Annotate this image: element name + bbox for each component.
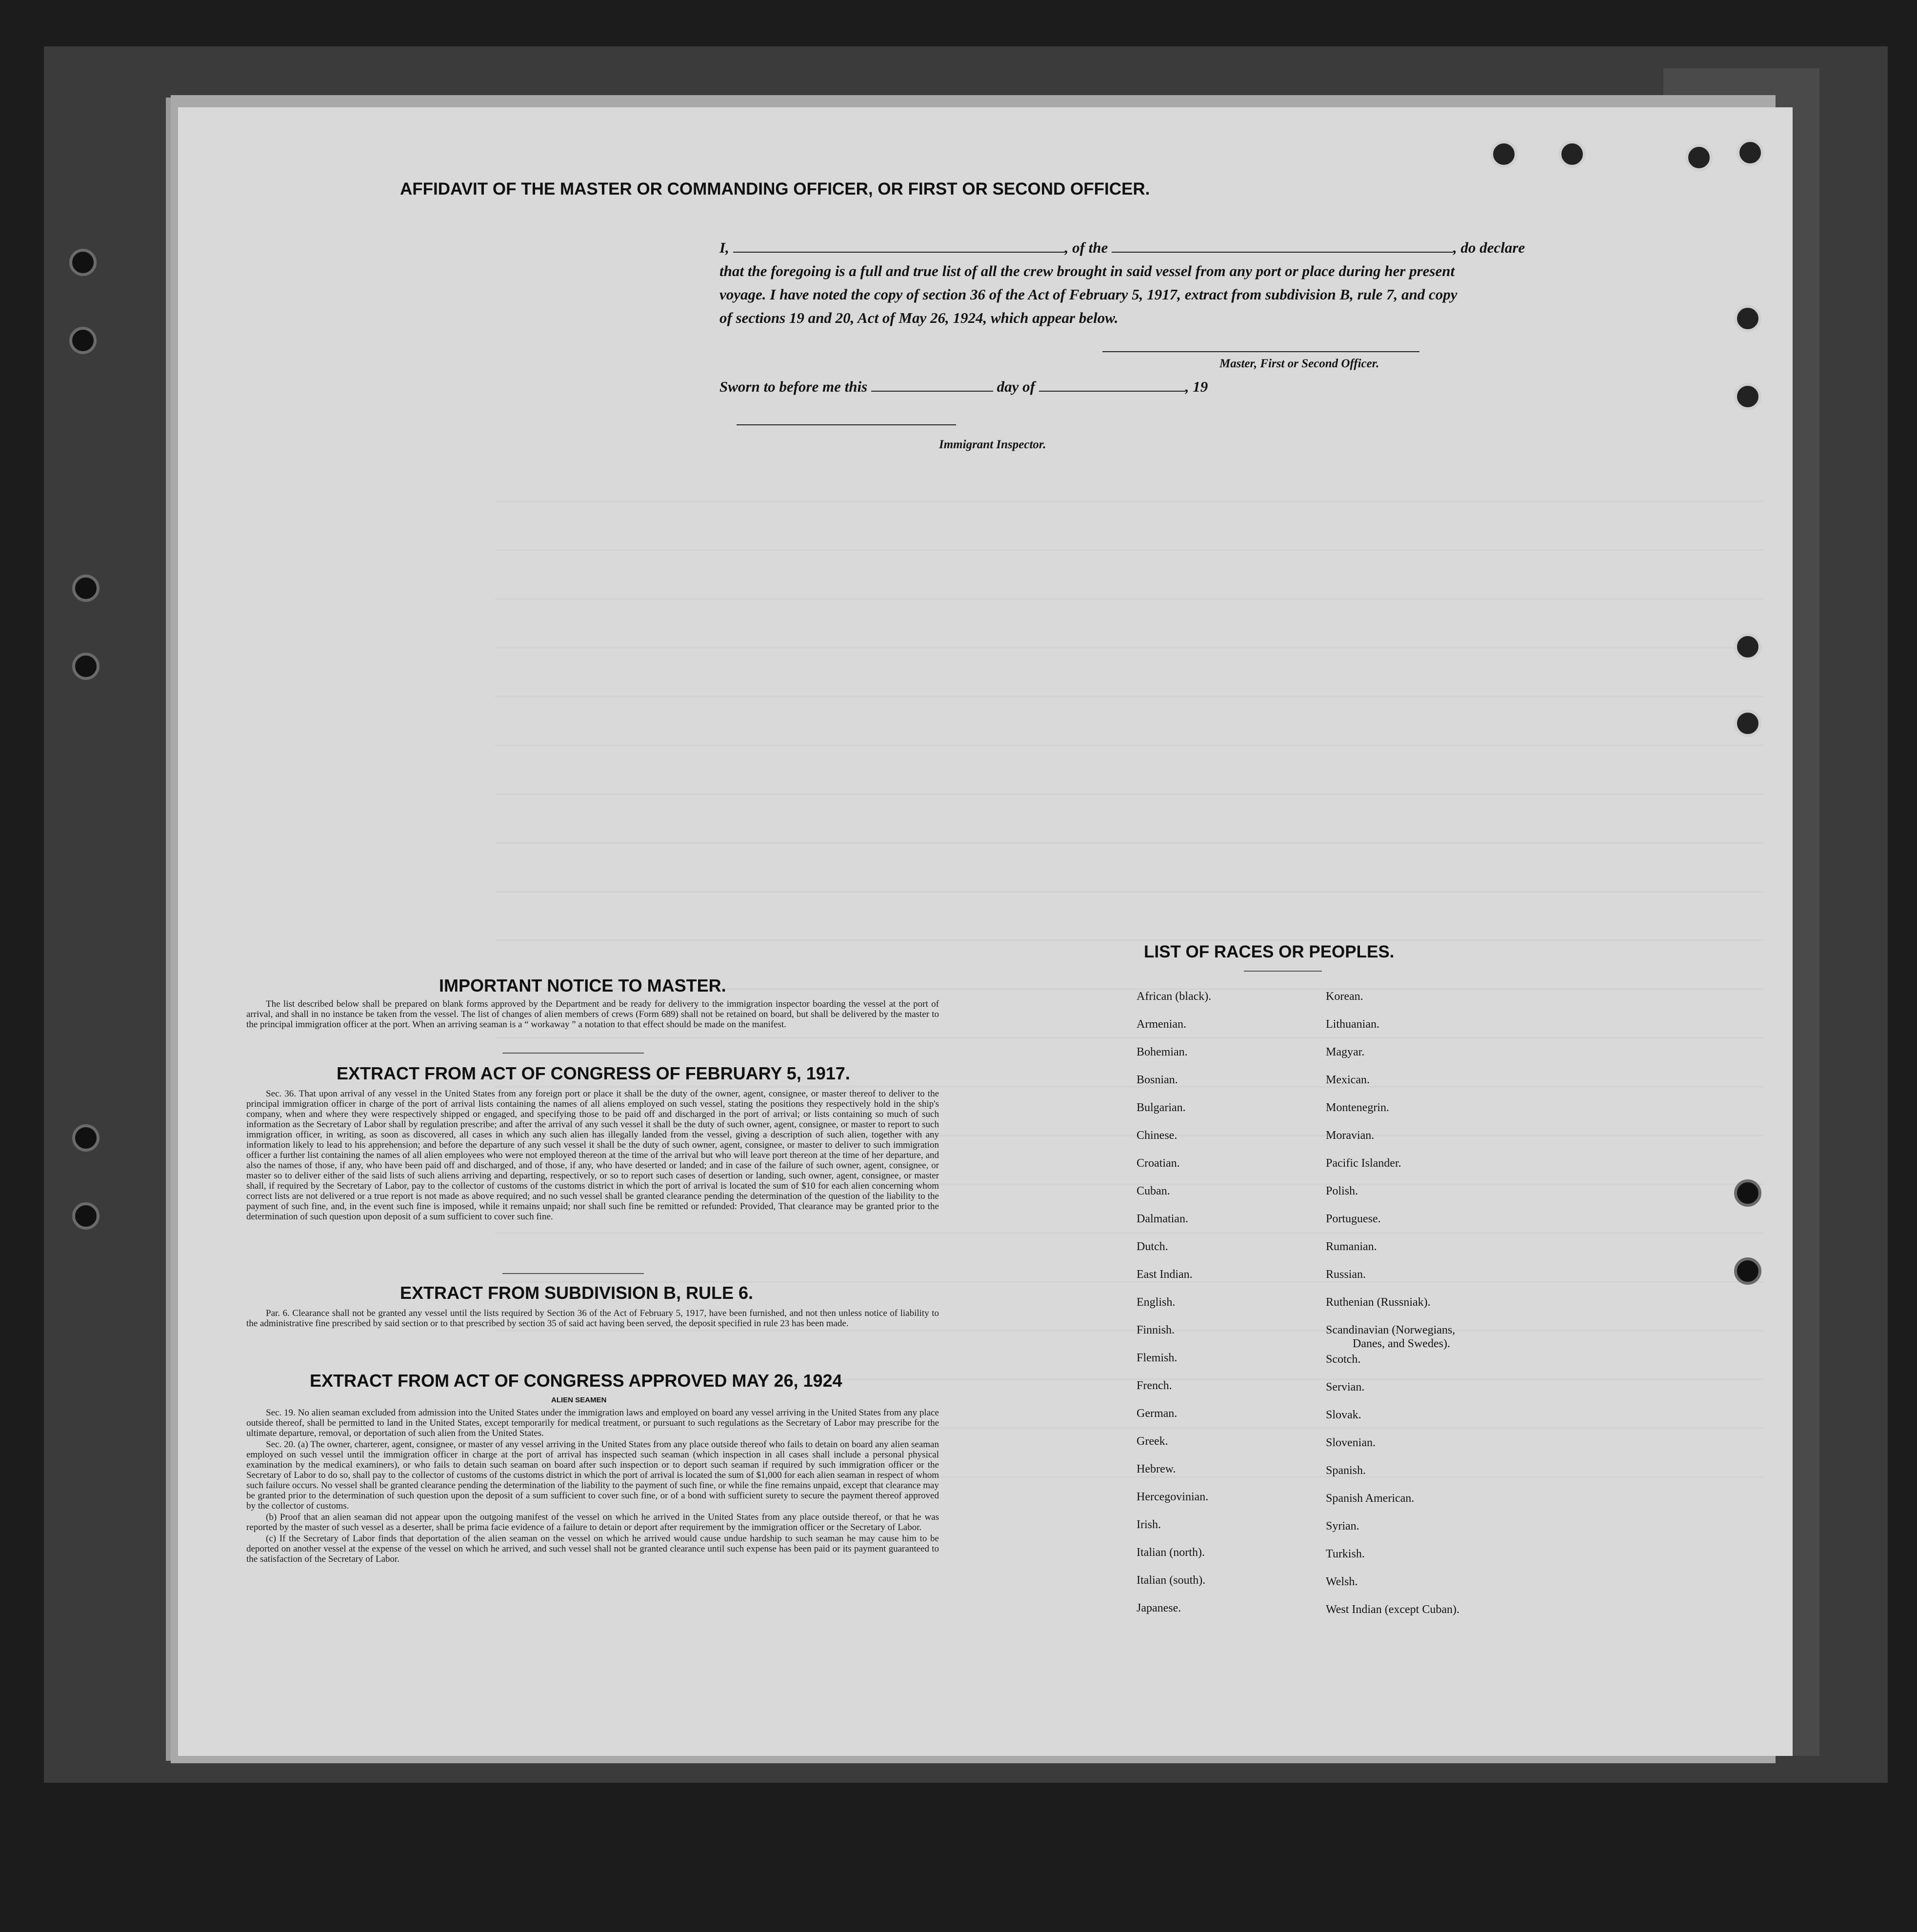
race-item: Montenegrin. bbox=[1326, 1101, 1389, 1114]
sec-19-paragraph: Sec. 19. No alien seaman excluded from admission into the United States under the immigration laws and employed on board any vessel arriving in the United States from any place outside thereof, shall be permitted to land in the United States, except temporarily for medical treatment, or pursuant to such regulations as the Secretary of Labor may prescribe for the ultimate departure, removal, or deportation of such alien from the United States. bbox=[246, 1408, 939, 1438]
race-item: Italian (north). bbox=[1137, 1546, 1205, 1559]
punch-hole-icon bbox=[1734, 383, 1761, 410]
punch-hole-icon bbox=[1734, 305, 1761, 332]
race-item: Scandinavian (Norwegians, bbox=[1326, 1324, 1456, 1336]
race-item: English. bbox=[1137, 1296, 1176, 1309]
race-item: Greek. bbox=[1137, 1435, 1168, 1448]
extract-1917-text bbox=[246, 1089, 939, 1223]
punch-hole-icon bbox=[72, 575, 100, 602]
race-item: Cuban. bbox=[1137, 1185, 1170, 1197]
punch-hole-icon bbox=[69, 249, 97, 276]
punch-hole-icon bbox=[1490, 140, 1518, 168]
race-item: Portuguese. bbox=[1326, 1213, 1381, 1225]
race-item: East Indian. bbox=[1137, 1268, 1193, 1281]
sec-36-paragraph: Sec. 36. That upon arrival of any vessel in the United States from any foreign port or place it shall be the duty of the owner, agent, consignee, or master thereof to deliver to the principal immigration officer in charge of the port of arrival lists containing the names of all aliens employed on such vessel, stating the positions they respectively hold in the ship's company, when and where they were respectively shipped or engaged, and specifying those to be paid off and discharged in the port of arrival; or lists containing so much of such information as the Secretary of Labor shall by regulation prescribe; and after the arrival of any such vessel it shall be the duty of such owner, agent, consignee, or master to report to such immigration officer, in writing, as soon as discovered, all cases in which any such alien has illegally landed from the vessel, giving a description of such alien, together with any information likely to lead to his apprehension; and before the departure of any such vessel it shall be the duty of such owner, agent, consignee, or master to deliver to such immigration officer a further list containing the names of all alien employees who were not employed thereon at the time of the arrival but who will leave port thereon at the time of her departure, and also the names of those, if any, who have been paid off and discharged, and of those, if any, who have deserted or landed; and in case of the failure of such owner, agent, consignee, or master so to deliver either of the said lists of such aliens arriving and departing, respectively, or so to report such cases of desertion or landing, such owner, agent, consignee, or master shall, if required by the Secretary of Labor, pay to the collector of customs of the customs district in which the port of arrival is located the sum of $10 for each alien concerning whom correct lists are not delivered or a true report is not made as above required; and no such vessel shall be granted clearance pending the determination of the question of the liability to the payment of such fine, and, in the event such fine is imposed, while it remains unpaid; nor shall such fine be remitted or refunded: Provided, That clearance may be granted prior to the determination of such question upon deposit of a sum sufficient to cover such fine. bbox=[246, 1089, 939, 1222]
race-item: Mexican. bbox=[1326, 1074, 1370, 1086]
race-item: Slovak. bbox=[1326, 1409, 1361, 1421]
race-item: Magyar. bbox=[1326, 1046, 1365, 1058]
race-item: Spanish American. bbox=[1326, 1492, 1415, 1505]
sec-20c-paragraph: (c) If the Secretary of Labor finds that deportation of the alien seaman on the vessel on which he arrived would cause undue hardship to such seaman he may cause him to be deported on another vessel at the expense of the vessel on which he arrived, and such vessel shall not be granted clearance until such expense has been paid or its payment guaranteed to the satisfaction of the Secretary of Labor. bbox=[246, 1534, 939, 1564]
races-title: LIST OF RACES OR PEOPLES. bbox=[1144, 942, 1395, 961]
race-item: Hercegovinian. bbox=[1137, 1491, 1209, 1503]
race-item: Moravian. bbox=[1326, 1129, 1375, 1142]
punch-hole-icon bbox=[1558, 140, 1586, 168]
race-item: Flemish. bbox=[1137, 1352, 1178, 1364]
race-item: Irish. bbox=[1137, 1518, 1161, 1531]
race-item: Finnish. bbox=[1137, 1324, 1175, 1336]
affidavit-line-3: voyage. I have noted the copy of section 36 of the Act of February 5, 1917, extract from subdivision B, rule 7, and copy bbox=[719, 286, 1458, 303]
punch-hole-icon bbox=[1737, 139, 1764, 166]
master-label: Master, First or Second Officer. bbox=[1219, 357, 1379, 370]
race-item: Turkish. bbox=[1326, 1548, 1365, 1560]
race-item: Ruthenian (Russniak). bbox=[1326, 1296, 1431, 1309]
race-item: Rumanian. bbox=[1326, 1240, 1377, 1253]
document-page bbox=[178, 107, 1793, 1756]
punch-hole-icon bbox=[1734, 1257, 1761, 1285]
race-item: Croatian. bbox=[1137, 1157, 1180, 1170]
punch-hole-icon bbox=[72, 1124, 100, 1152]
affidavit-line-4: of sections 19 and 20, Act of May 26, 1924, which appear below. bbox=[719, 309, 1118, 326]
rule-6-text bbox=[246, 1308, 939, 1330]
race-item: German. bbox=[1137, 1407, 1178, 1420]
extract-1924-title: EXTRACT FROM ACT OF CONGRESS APPROVED MAY 26, 1924 bbox=[310, 1371, 842, 1391]
affidavit-line-1 bbox=[719, 239, 1525, 257]
sworn-month-blank[interactable] bbox=[1039, 378, 1185, 392]
race-item: French. bbox=[1137, 1379, 1172, 1392]
sec-20b-paragraph: (b) Proof that an alien seaman did not appear upon the outgoing manifest of the vessel on which he arrived in the United States from any place outside thereof, or that he was reported by the master of such vessel as a deserter, shall be prima facie evidence of a failure to detain or deport after requirement by the immigration officer or the Secretary of Labor. bbox=[246, 1512, 939, 1533]
punch-hole-icon bbox=[69, 327, 97, 354]
affidavit-of-the: , of the bbox=[1064, 239, 1108, 256]
punch-hole-icon bbox=[1734, 1179, 1761, 1207]
race-item: Slovenian. bbox=[1326, 1436, 1376, 1449]
notice-paragraph: The list described below shall be prepared on blank forms approved by the Department and be ready for delivery to the immigration inspector boarding the vessel at the port of arrival, and shall in no instance be taken from the vessel. The list of changes of alien members of crews (Form 689) shall not be retained on board, but shall be delivered by the master to the principal immigration officer at the port. When an arriving seaman is a “ workaway ” a notation to that effect should be made on the manifest. bbox=[246, 999, 939, 1030]
notice-title: IMPORTANT NOTICE TO MASTER. bbox=[439, 976, 726, 996]
race-item: Spanish. bbox=[1326, 1464, 1366, 1477]
races-divider bbox=[1244, 971, 1322, 972]
punch-hole-icon bbox=[1734, 710, 1761, 737]
race-item: Italian (south). bbox=[1137, 1574, 1206, 1587]
race-item: Lithuanian. bbox=[1326, 1018, 1379, 1031]
master-signature-line[interactable] bbox=[1102, 351, 1419, 352]
affidavit-line-2: that the foregoing is a full and true list of all the crew brought in said vessel from any port or place during her present bbox=[719, 262, 1455, 279]
punch-hole-icon bbox=[72, 653, 100, 680]
race-item: Servian. bbox=[1326, 1381, 1365, 1394]
sworn-year: , 19 bbox=[1185, 378, 1208, 395]
extract-1917-title: EXTRACT FROM ACT OF CONGRESS OF FEBRUARY 5, 1917. bbox=[337, 1063, 850, 1083]
divider bbox=[502, 1053, 644, 1054]
alien-seamen-subtitle: ALIEN SEAMEN bbox=[551, 1396, 607, 1404]
punch-hole-icon bbox=[1734, 633, 1761, 660]
punch-hole-icon bbox=[72, 1202, 100, 1230]
extract-1924-text bbox=[246, 1408, 939, 1565]
race-item: Welsh. bbox=[1326, 1575, 1358, 1588]
race-item: West Indian (except Cuban). bbox=[1326, 1603, 1459, 1616]
inspector-signature-line[interactable] bbox=[737, 424, 956, 425]
race-item: Scotch. bbox=[1326, 1353, 1361, 1366]
race-item: Dalmatian. bbox=[1137, 1213, 1188, 1225]
inspector-label: Immigrant Inspector. bbox=[939, 438, 1046, 451]
notice-text bbox=[246, 999, 939, 1031]
rule-6-title: EXTRACT FROM SUBDIVISION B, RULE 6. bbox=[400, 1283, 754, 1303]
divider bbox=[502, 1273, 644, 1274]
vessel-blank[interactable] bbox=[1112, 239, 1453, 253]
sec-20a-paragraph: Sec. 20. (a) The owner, charterer, agent, consignee, or master of any vessel arriving in the United States from any place outside thereof who fails to detain on board any alien seaman employed on such vessel until the immigration officer in charge at the port of arrival has inspected such seaman (which inspection in all cases shall include a personal physical examination by the medical examiners), or who fails to detain such seaman on board after such inspection or to deport such seaman if required by such immigration officer or the Secretary of Labor to do so, shall pay to the collector of customs of the customs district in which the port of arrival is located the sum of $1,000 for each alien seaman in respect of whom such failure occurs. No vessel shall be granted clearance pending the determination of the liability to the payment of such fine, or while the fine remains unpaid, except that clearance may be granted prior to the determination of such question upon the deposit of a sum sufficient to cover such fine, or of a bond with sufficient surety to secure the payment thereof approved by the collector of customs. bbox=[246, 1439, 939, 1511]
sworn-day-of: day of bbox=[997, 378, 1035, 395]
race-item: Chinese. bbox=[1137, 1129, 1178, 1142]
race-item-continued: Danes, and Swedes). bbox=[1353, 1337, 1450, 1350]
race-item: Syrian. bbox=[1326, 1520, 1359, 1533]
race-item: Hebrew. bbox=[1137, 1463, 1176, 1475]
race-item: Polish. bbox=[1326, 1185, 1358, 1197]
name-blank[interactable] bbox=[733, 239, 1065, 253]
race-item: Pacific Islander. bbox=[1326, 1157, 1401, 1170]
sworn-line bbox=[719, 378, 1208, 396]
par-6-paragraph: Par. 6. Clearance shall not be granted any vessel until the lists required by Section 36 of the Act of February 5, 1917, have been furnished, and not then unless notice of liability to the administrative fine prescribed by said section or to that prescribed by section 35 of said act having been served, the deposit specified in rule 23 has been made. bbox=[246, 1308, 939, 1329]
affidavit-declare: , do declare bbox=[1453, 239, 1525, 256]
race-item: Armenian. bbox=[1137, 1018, 1186, 1031]
sworn-day-blank[interactable] bbox=[871, 378, 993, 392]
race-item: Russian. bbox=[1326, 1268, 1366, 1281]
sworn-prefix: Sworn to before me this bbox=[719, 378, 868, 395]
race-item: Korean. bbox=[1326, 990, 1363, 1003]
race-item: Bohemian. bbox=[1137, 1046, 1188, 1058]
affidavit-i: I, bbox=[719, 239, 729, 256]
race-item: Bosnian. bbox=[1137, 1074, 1178, 1086]
affidavit-title: AFFIDAVIT OF THE MASTER OR COMMANDING OFFICER, OR FIRST OR SECOND OFFICER. bbox=[400, 179, 1150, 199]
race-item: African (black). bbox=[1137, 990, 1212, 1003]
punch-hole-icon bbox=[1685, 144, 1713, 171]
race-item: Bulgarian. bbox=[1137, 1101, 1186, 1114]
race-item: Dutch. bbox=[1137, 1240, 1168, 1253]
race-item: Japanese. bbox=[1137, 1602, 1181, 1614]
